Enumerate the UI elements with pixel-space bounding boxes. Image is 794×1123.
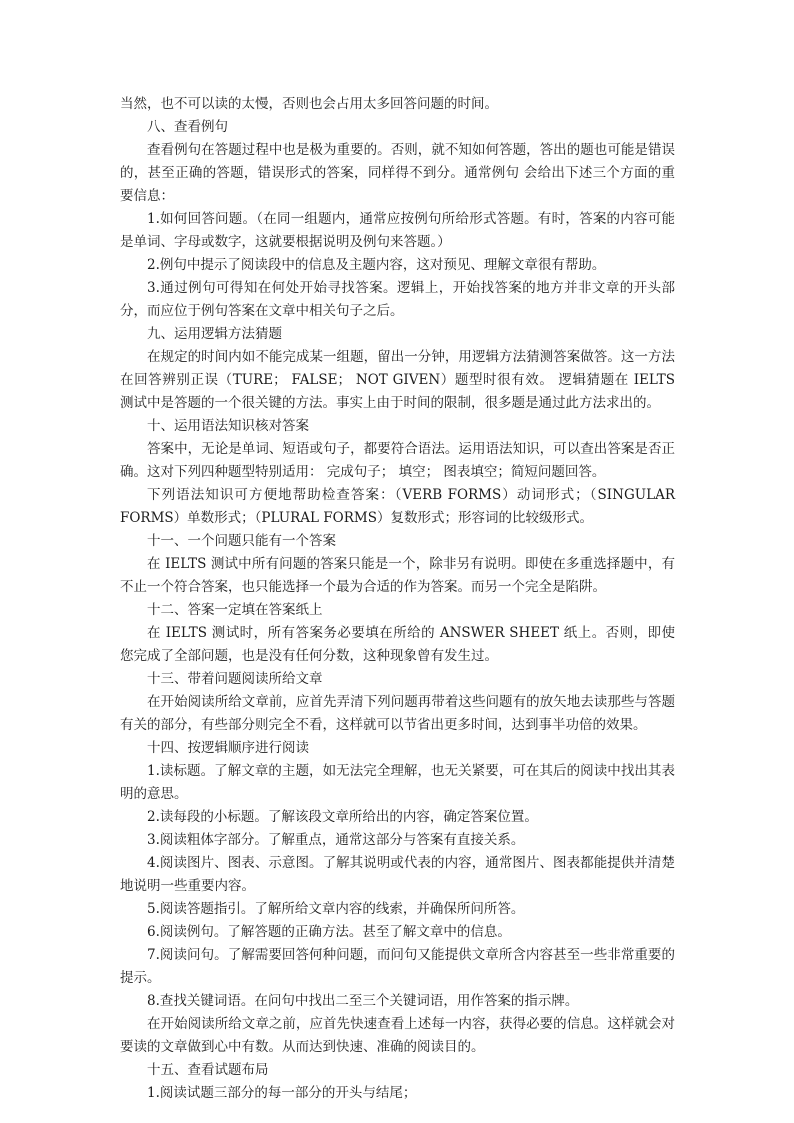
paragraph: 在规定的时间内如不能完成某一组题，留出一分钟，用逻辑方法猜测答案做答。这一方法在回答辨别正误（TURE； FALSE； NOT GIVEN）题型时很有效。 逻辑猜题在 IELTS 测试中是答题的一个很关键的方法。事实上由于时间的限制，很多题是通过此方法求出的。 [120, 349, 675, 411]
paragraph: 在开始阅读所给文章前，应首先弄清下列问题再带着这些问题有的放矢地去读那些与答题有关的部分，有些部分则完全不看，这样就可以节省出更多时间，达到事半功倍的效果。 [120, 694, 675, 733]
document-body [120, 93, 675, 1105]
section-heading: 十四、按逻辑顺序进行阅读 [147, 740, 309, 756]
list-item: 6.阅读例句。了解答题的正确方法。甚至了解文章中的信息。 [147, 924, 511, 940]
section-heading: 十三、带着问题阅读所给文章 [147, 671, 323, 687]
paragraph: 下列语法知识可方便地帮助检查答案：（VERB FORMS）动词形式；（SINGULAR FORMS）单数形式；（PLURAL FORMS）复数形式；形容词的比较级形式。 [120, 487, 675, 526]
list-item: 1.阅读试题三部分的每一部分的开头与结尾； [147, 1085, 417, 1101]
list-item: 3.通过例句可得知在何处开始寻找答案。逻辑上，开始找答案的地方并非文章的开头部分，而应位于例句答案在文章中相关句子之后。 [120, 280, 675, 319]
paragraph: 当然，也不可以读的太慢，否则也会占用太多回答问题的时间。 [120, 96, 498, 112]
section-heading: 十、运用语法知识核对答案 [147, 418, 309, 434]
paragraph: 在 IELTS 测试中所有问题的答案只能是一个，除非另有说明。即使在多重选择题中，有不止一个符合答案，也只能选择一个最为合适的作为答案。而另一个完全是陷阱。 [120, 556, 675, 595]
section-heading: 十五、查看试题布局 [147, 1062, 269, 1078]
list-item: 5.阅读答题指引。了解所给文章内容的线索，并确保所问所答。 [147, 901, 525, 917]
list-item: 3.阅读粗体字部分。了解重点，通常这部分与答案有直接关系。 [147, 832, 525, 848]
section-heading: 十二、答案一定填在答案纸上 [147, 602, 323, 618]
list-item: 4.阅读图片、图表、示意图。了解其说明或代表的内容，通常图片、图表都能提供并清楚地说明一些重要内容。 [120, 855, 675, 894]
list-item: 8.查找关键词语。在问句中找出二至三个关键词语，用作答案的指示牌。 [147, 993, 579, 1009]
list-item: 7.阅读问句。了解需要回答何种问题，而问句又能提供文章所含内容甚至一些非常重要的提示。 [120, 947, 675, 986]
list-item: 1.如何回答问题。（在同一组题内，通常应按例句所给形式答题。有时，答案的内容可能是单词、字母或数字，这就要根据说明及例句来答题。） [120, 211, 675, 250]
list-item: 2.读每段的小标题。了解该段文章所给出的内容，确定答案位置。 [147, 809, 538, 825]
paragraph: 在开始阅读所给文章之前，应首先快速查看上述每一内容，获得必要的信息。这样就会对要读的文章做到心中有数。从而达到快速、准确的阅读目的。 [120, 1016, 675, 1055]
section-heading: 九、运用逻辑方法猜题 [147, 326, 282, 342]
paragraph: 在 IELTS 测试时，所有答案务必要填在所给的 ANSWER SHEET 纸上。否则，即使您完成了全部问题，也是没有任何分数，这种现象曾有发生过。 [120, 625, 675, 664]
paragraph: 答案中，无论是单词、短语或句子，都要符合语法。运用语法知识，可以查出答案是否正确。这对下列四种题型特别适用： 完成句子； 填空； 图表填空；简短问题回答。 [120, 441, 675, 480]
section-heading: 八、查看例句 [147, 119, 228, 135]
paragraph: 查看例句在答题过程中也是极为重要的。否则，就不知如何答题，答出的题也可能是错误的，甚至正确的答题，错误形式的答案，同样得不到分。通常例句 会给出下述三个方面的重要信息： [120, 142, 675, 204]
list-item: 1.读标题。了解文章的主题，如无法完全理解，也无关紧要，可在其后的阅读中找出其表明的意思。 [120, 763, 675, 802]
list-item: 2.例句中提示了阅读段中的信息及主题内容，这对预见、理解文章很有帮助。 [147, 257, 606, 273]
section-heading: 十一、一个问题只能有一个答案 [147, 533, 336, 549]
